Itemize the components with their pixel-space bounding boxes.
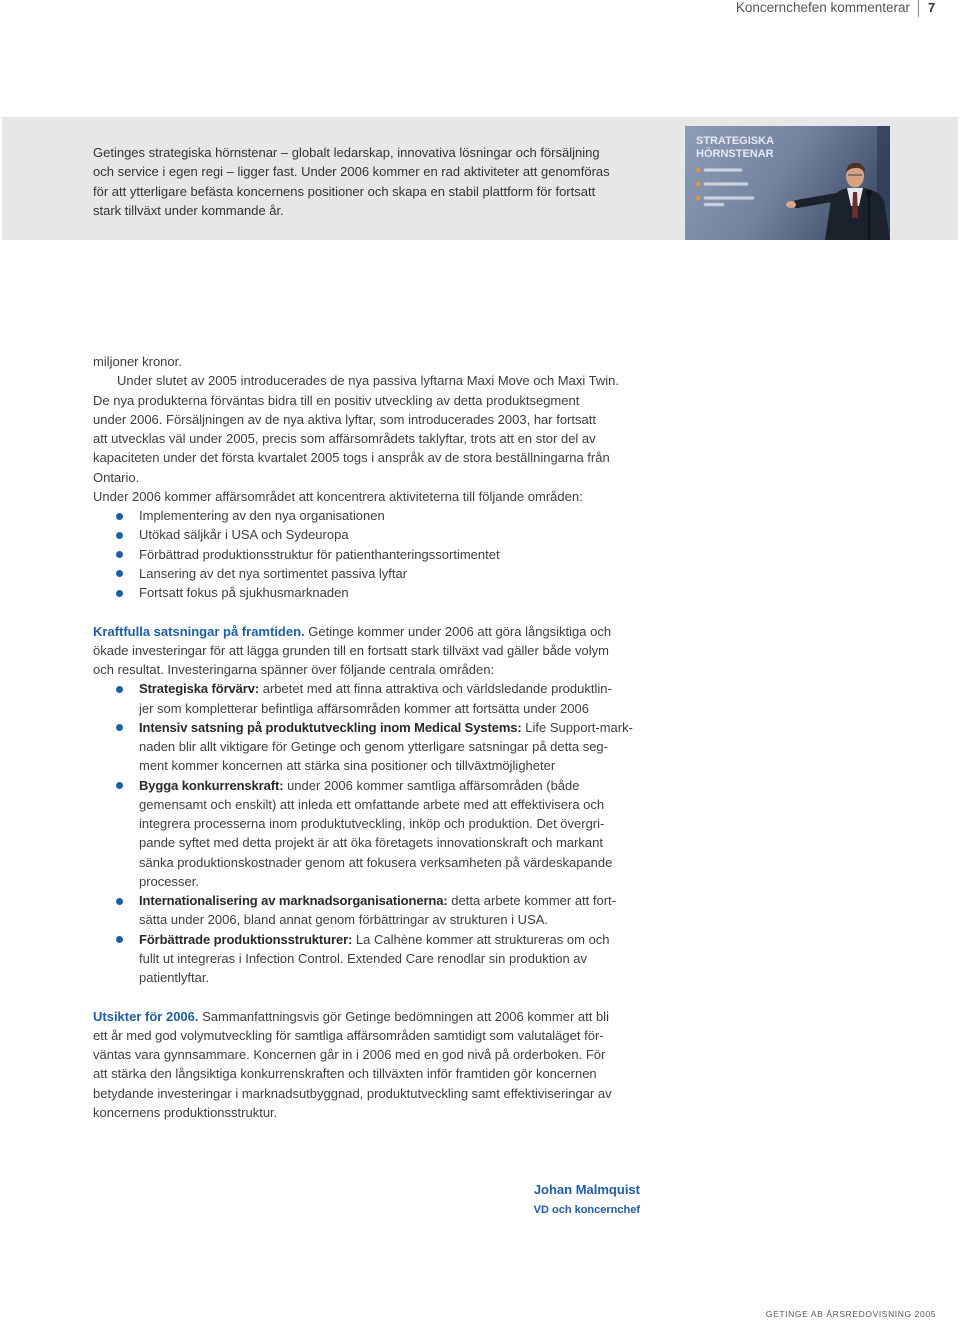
section-heading: Utsikter för 2006. bbox=[93, 1008, 199, 1024]
slide-title-line: HÖRNSTENAR bbox=[696, 148, 774, 160]
text-line: väntas vara gynnsammare. Koncernen går in i 2006 med en god nivå på orderboken. För bbox=[93, 1047, 606, 1062]
item-text: Utökad säljkår i USA och Sydeuropa bbox=[139, 527, 349, 543]
text-line: och service i egen regi – ligger fast. Under 2006 kommer en rad aktiviteter att genomföras bbox=[93, 164, 610, 180]
bullet-icon bbox=[116, 686, 123, 693]
item-text: patientlyftar. bbox=[139, 970, 210, 985]
bullet-icon bbox=[116, 532, 123, 539]
text-line: koncernens produktionsstruktur. bbox=[93, 1104, 278, 1120]
bullet-icon bbox=[116, 513, 123, 520]
signature-name: Johan Malmquist bbox=[533, 1182, 640, 1197]
paragraph bbox=[93, 371, 653, 487]
section-heading: Kraftfulla satsningar på framtiden. bbox=[93, 623, 305, 639]
text-line: och resultat. Investeringarna spänner över följande centrala områden: bbox=[93, 662, 495, 677]
section-investments bbox=[93, 622, 653, 680]
list-item bbox=[93, 583, 653, 602]
text-line: ett år med god volymutveckling för samtliga affärsområden samtidigt som valutaläget för- bbox=[93, 1027, 604, 1043]
bullet-icon bbox=[116, 570, 123, 577]
text-line: Getinges strategiska hörnstenar – globalt ledarskap, innovativa lösningar och försäljning bbox=[93, 145, 600, 160]
item-text: sätta under 2006, bland annat genom förbättringar av strukturen i USA. bbox=[139, 912, 549, 928]
item-text: Lansering av det nya sortimentet passiva lyftar bbox=[139, 565, 408, 581]
bullet-icon bbox=[116, 898, 123, 905]
list-item bbox=[93, 506, 653, 525]
item-text: arbetet med att finna attraktiva och världsledande produktlin- bbox=[262, 681, 612, 697]
text-line: under 2006. Försäljningen av de nya aktiva lyftar, som introducerades 2003, har fortsatt bbox=[93, 411, 596, 427]
page-footer: GETINGE AB ÅRSREDOVISNING 2005 bbox=[765, 1309, 936, 1319]
text-line: Ontario. bbox=[93, 469, 140, 485]
item-text: sänka produktionskostnader genom att fokusera verksamheten på värdeskapande bbox=[139, 854, 613, 870]
list-item bbox=[93, 545, 653, 564]
bullet-list bbox=[93, 679, 653, 987]
header-divider bbox=[918, 0, 919, 17]
item-text: naden blir allt viktigare för Getinge och genom ytterligare satsningar på detta seg- bbox=[139, 739, 608, 754]
body-text bbox=[93, 352, 653, 1122]
item-lead: Bygga konkurrenskraft: bbox=[139, 777, 284, 793]
bullet-icon bbox=[116, 936, 123, 943]
text-line: miljoner kronor. bbox=[93, 354, 182, 369]
item-text: jer som kompletterar befintliga affärsområden kommer att fortsätta under 2006 bbox=[139, 700, 589, 716]
list-item bbox=[93, 891, 653, 930]
list-item bbox=[93, 679, 653, 718]
list-item bbox=[93, 718, 653, 776]
item-lead: Internationalisering av marknadsorganisationerna: bbox=[139, 893, 448, 908]
text-line: att stärka den långsiktiga konkurrenskraften och tillväxten inför framtiden gör koncernen bbox=[93, 1066, 597, 1082]
signature-title: VD och koncernchef bbox=[533, 1204, 640, 1216]
list-intro: Under 2006 kommer affärsområdet att koncentrera aktiviteterna till följande områden: bbox=[93, 488, 583, 504]
intro-banner bbox=[2, 117, 958, 240]
list-item bbox=[93, 776, 653, 892]
item-lead: Strategiska förvärv: bbox=[139, 681, 260, 697]
item-lead: Förbättrade produktionsstrukturer: bbox=[139, 931, 353, 947]
item-text: ment kommer koncernen att stärka sina positioner och tillväxtmöjligheter bbox=[139, 758, 556, 774]
banner-text bbox=[93, 143, 610, 220]
text-line: Under slutet av 2005 introducerades de nya passiva lyftarna Maxi Move och Maxi Twin. bbox=[117, 373, 619, 389]
page-number: 7 bbox=[928, 0, 936, 15]
bullet-icon bbox=[116, 724, 123, 731]
list-item bbox=[93, 525, 653, 544]
item-text: Life Support-mark- bbox=[525, 719, 633, 735]
slide-title-line: STRATEGISKA bbox=[696, 135, 775, 147]
text-line: betydande investeringar i marknadsutbyggnad, produktutveckling samt effektiviseringar av bbox=[93, 1085, 612, 1101]
bullet-icon bbox=[116, 551, 123, 558]
text-line: för att ytterligare befästa koncernens positioner och skapa en stabil plattform för fortsatt bbox=[93, 183, 596, 199]
item-text: under 2006 kommer samtliga affärsområden (både bbox=[287, 777, 580, 793]
item-text: Fortsatt fokus på sjukhusmarknaden bbox=[139, 585, 349, 600]
text-line: stark tillväxt under kommande år. bbox=[93, 202, 284, 218]
list-item bbox=[93, 930, 653, 988]
item-text: pande syftet med detta projekt är att öka företagets innovationskraft och markant bbox=[139, 835, 603, 851]
presentation-photo bbox=[685, 126, 890, 240]
item-text: integrera processerna inom produktutveckling, inköp och produktion. Det övergri- bbox=[139, 816, 605, 831]
item-text: detta arbete kommer att fort- bbox=[451, 893, 616, 908]
item-text: gemensamt och enskilt) att inleda ett omfattande arbete med att effektivisera och bbox=[139, 796, 605, 812]
item-lead: Intensiv satsning på produktutveckling inom Medical Systems: bbox=[139, 719, 522, 735]
item-text: Förbättrad produktionsstruktur för patienthanteringssortimentet bbox=[139, 546, 500, 562]
bullet-icon bbox=[116, 782, 123, 789]
text-line: kapaciteten under det första kvartalet 2005 togs i anspråk av de stora beställningarna från bbox=[93, 450, 610, 466]
item-text: Implementering av den nya organisationen bbox=[139, 508, 385, 523]
text-line: ökade investeringar för att lägga grunden till en fortsatt stark tillväxt vad gäller både volym bbox=[93, 642, 609, 658]
section-outlook bbox=[93, 1007, 653, 1123]
text-line: De nya produkterna förväntas bidra till en positiv utveckling av detta produktsegment bbox=[93, 392, 580, 408]
bullet-icon bbox=[116, 590, 123, 597]
bullet-list bbox=[93, 506, 653, 602]
item-text: La Calhène kommer att struktureras om och bbox=[355, 931, 610, 947]
item-text: fullt ut integreras i Infection Control. Extended Care renodlar sin produktion av bbox=[139, 950, 588, 966]
text-line: att utvecklas väl under 2005, precis som affärsområdets taklyftar, trots att en stor del av bbox=[93, 431, 596, 446]
list-item bbox=[93, 564, 653, 583]
text-run: Sammanfattningsvis gör Getinge bedömningen att 2006 kommer att bli bbox=[202, 1008, 609, 1024]
item-text: processer. bbox=[139, 873, 199, 889]
text-run: Getinge kommer under 2006 att göra långsiktiga och bbox=[308, 623, 612, 639]
section-title: Koncernchefen kommenterar bbox=[735, 0, 910, 15]
